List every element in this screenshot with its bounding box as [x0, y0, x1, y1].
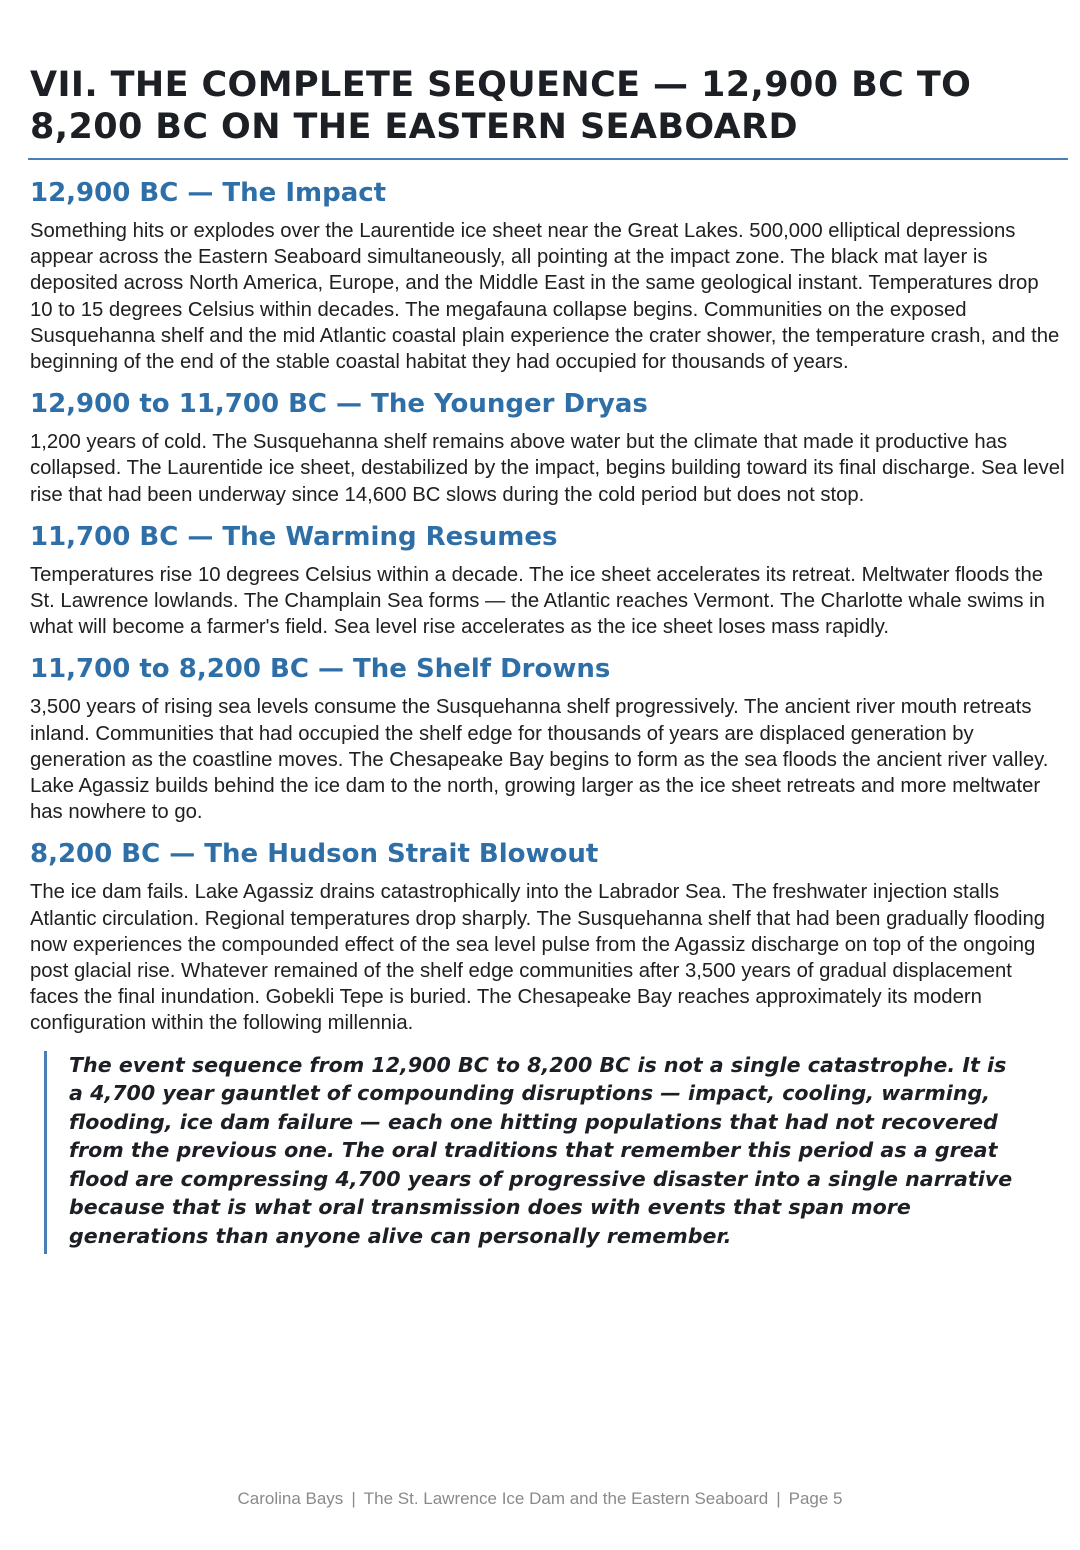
section-hudson-strait-blowout [30, 835, 1066, 1036]
section-body: Temperatures rise 10 degrees Celsius within a decade. The ice sheet accelerates its retreat. Meltwater floods the St. Lawrence lowlands. The Champlain Sea forms — the Atlantic reaches Vermont. The Charlotte whale swims in what will become a farmer's field. Sea level rise accelerates as the ice sheet loses mass rapidly. [30, 563, 1045, 639]
section-heading: 11,700 to 8,200 BC — The Shelf Drowns [30, 654, 611, 685]
section-body: 3,500 years of rising sea levels consume the Susquehanna shelf progressively. The ancient river mouth retreats inland. Communities that had occupied the shelf edge for thousands of years are displaced generation by generation as the coastline moves. The Chesapeake Bay begins to form as the sea floods the ancient river valley. Lake Agassiz builds behind the ice dam to the north, growing larger as the ice sheet retreats and more meltwater has nowhere to go. [30, 696, 1049, 824]
footer-doc-name: Carolina Bays [237, 1489, 344, 1508]
section-shelf-drowns [30, 650, 1066, 825]
section-heading: 11,700 BC — The Warming Resumes [30, 521, 558, 552]
section-body: The ice dam fails. Lake Agassiz drains catastrophically into the Labrador Sea. The freshwater injection stalls Atlantic circulation. Regional temperatures drop sharply. The Susquehanna shelf that had been gradually flooding now experiences the compounded effect of the sea level pulse from the Agassiz discharge on top of the ongoing post glacial rise. Whatever remained of the shelf edge communities after 3,500 years of gradual displacement faces the final inundation. Gobekli Tepe is buried. The Chesapeake Bay reaches approximately its modern configuration within the following millennia. [30, 881, 1046, 1035]
section-heading: 12,900 to 11,700 BC — The Younger Dryas [30, 389, 648, 420]
callout-text: The event sequence from 12,900 BC to 8,200 BC is not a single catastrophe. It is a 4,700 year gauntlet of compounding disruptions — impact, cooling, warming, flooding, ice dam failure — each one hitting populations that had not recovered from the previous one. The oral traditions that remember this period as a great flood are compressing 4,700 years of progressive disaster into a single narrative because that is what oral transmission does with events that span more generations than anyone alive can personally remember. [69, 1052, 1013, 1248]
footer-subtitle: The St. Lawrence Ice Dam and the Eastern Seaboard [363, 1489, 769, 1508]
section-warming-resumes [30, 518, 1066, 641]
section-impact [30, 174, 1066, 375]
section-heading: 12,900 BC — The Impact [30, 178, 387, 208]
document-page [28, 0, 1068, 1550]
document-content [30, 174, 1066, 1270]
footer-separator: | [776, 1489, 781, 1508]
section-younger-dryas [30, 385, 1066, 508]
section-body: 1,200 years of cold. The Susquehanna shelf remains above water but the climate that made it productive has collapsed. The Laurentide ice sheet, destabilized by the impact, begins building toward its final discharge. Sea level rise that had been underway since 14,600 BC slows during the cold period but does not stop. [30, 431, 1065, 506]
title-divider [28, 158, 1068, 160]
footer-separator: | [351, 1489, 356, 1508]
section-heading: 8,200 BC — The Hudson Strait Blowout [30, 839, 599, 870]
section-body: Something hits or explodes over the Laurentide ice sheet near the Great Lakes. 500,000 elliptical depressions appear across the Eastern Seaboard simultaneously, all pointing at the impact zone. The black mat layer is deposited across North America, Europe, and the Middle East in the same geological instant. Temperatures drop 10 to 15 degrees Celsius within decades. The megafauna collapse begins. Communities on the exposed Susquehanna shelf and the mid Atlantic coastal plain experience the crater shower, the temperature crash, and the beginning of the end of the stable coastal habitat they had occupied for thousands of years. [30, 220, 1060, 374]
callout-quote [44, 1051, 1026, 1255]
page-title: VII. THE COMPLETE SEQUENCE — 12,900 BC TO 8,200 BC ON THE EASTERN SEABOARD [30, 65, 972, 147]
page-number: Page 5 [788, 1489, 843, 1508]
page-footer [0, 1487, 1080, 1511]
